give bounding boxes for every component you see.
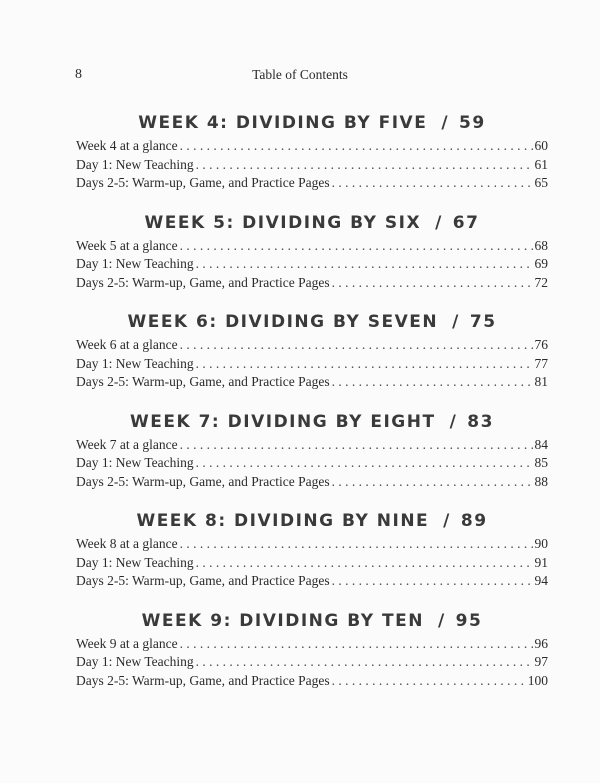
entry-label: Week 5 at a glance [76, 237, 178, 253]
toc-section [76, 309, 548, 409]
dot-leader [196, 156, 533, 175]
entry-label: Days 2-5: Warm-up, Game, and Practice Pages [76, 175, 330, 190]
entry-label: Week 4 at a glance [76, 138, 178, 153]
section-heading [76, 110, 548, 136]
section-heading [76, 608, 548, 634]
toc-entry [76, 653, 548, 672]
dot-leader [196, 255, 533, 274]
section-title: WEEK 8: DIVIDING BY NINE [136, 511, 430, 531]
dot-leader [332, 274, 533, 293]
dot-leader [332, 672, 526, 691]
section-separator: / [441, 113, 450, 133]
dot-leader [196, 653, 533, 672]
toc-entry [76, 572, 548, 591]
section-heading [76, 210, 548, 236]
toc-entry [76, 336, 548, 355]
dot-leader [196, 355, 533, 374]
entry-page-number: 94 [534, 573, 548, 588]
toc-entry [76, 454, 548, 473]
entry-label: Day 1: New Teaching [76, 554, 194, 570]
dot-leader [180, 137, 533, 156]
section-page-number: 75 [469, 312, 497, 332]
table-of-contents [76, 110, 548, 707]
entry-page-number: 65 [534, 175, 548, 190]
toc-entry [76, 373, 548, 392]
entry-label: Days 2-5: Warm-up, Game, and Practice Pages [76, 473, 330, 489]
toc-entry [76, 174, 548, 193]
toc-section [76, 409, 548, 509]
section-page-number: 83 [467, 411, 494, 432]
entry-page-number: 97 [534, 654, 548, 669]
toc-section [76, 508, 548, 608]
entry-label: Days 2-5: Warm-up, Game, and Practice Pages [76, 672, 330, 688]
section-separator: / [449, 411, 458, 432]
entry-page-number: 60 [534, 138, 548, 153]
entry-label: Day 1: New Teaching [76, 355, 194, 371]
entry-page-number: 72 [534, 274, 548, 290]
dot-leader [196, 554, 533, 573]
entry-page-number: 61 [534, 156, 548, 172]
entry-page-number: 88 [534, 473, 548, 489]
section-separator: / [437, 610, 446, 631]
entry-label: Day 1: New Teaching [76, 156, 194, 172]
section-title: WEEK 9: DIVIDING BY TEN [141, 610, 424, 631]
entry-page-number: 90 [534, 536, 548, 551]
toc-entry [76, 137, 548, 156]
section-title: WEEK 6: DIVIDING BY SEVEN [127, 312, 439, 332]
entry-page-number: 96 [534, 635, 548, 651]
entry-page-number: 68 [534, 237, 548, 253]
toc-entry [76, 436, 548, 455]
entry-label: Days 2-5: Warm-up, Game, and Practice Pages [76, 374, 330, 389]
entry-label: Days 2-5: Warm-up, Game, and Practice Pages [76, 573, 330, 588]
entry-label: Week 7 at a glance [76, 436, 178, 452]
section-title: WEEK 5: DIVIDING BY SIX [144, 212, 422, 233]
toc-entry [76, 554, 548, 573]
toc-entry [76, 237, 548, 256]
section-page-number: 89 [460, 511, 488, 531]
toc-entry [76, 473, 548, 492]
dot-leader [332, 572, 533, 591]
entry-label: Day 1: New Teaching [76, 654, 194, 669]
dot-leader [180, 336, 533, 355]
entry-page-number: 76 [534, 337, 548, 352]
section-heading [76, 508, 548, 534]
entry-page-number: 100 [527, 672, 548, 688]
entry-label: Days 2-5: Warm-up, Game, and Practice Pages [76, 274, 330, 290]
section-page-number: 95 [455, 610, 483, 631]
entry-label: Week 8 at a glance [76, 536, 178, 551]
section-page-number: 67 [452, 212, 480, 233]
toc-entry [76, 355, 548, 374]
toc-section [76, 210, 548, 310]
entry-page-number: 91 [534, 554, 548, 570]
dot-leader [332, 473, 533, 492]
entry-label: Week 9 at a glance [76, 635, 178, 651]
toc-entry [76, 156, 548, 175]
section-page-number: 59 [459, 113, 486, 133]
dot-leader [180, 535, 533, 554]
section-separator: / [435, 212, 443, 233]
dot-leader [180, 635, 533, 654]
section-heading [76, 409, 548, 435]
toc-entry [76, 672, 548, 691]
toc-entry [76, 274, 548, 293]
toc-entry [76, 635, 548, 654]
entry-page-number: 84 [534, 436, 548, 452]
toc-entry [76, 255, 548, 274]
entry-label: Day 1: New Teaching [76, 455, 194, 470]
section-separator: / [452, 312, 460, 332]
entry-page-number: 85 [534, 455, 548, 470]
page-number: 8 [75, 67, 82, 82]
dot-leader [332, 174, 533, 193]
entry-page-number: 81 [534, 374, 548, 389]
dot-leader [196, 454, 533, 473]
section-heading [76, 309, 548, 335]
entry-page-number: 69 [534, 256, 548, 271]
dot-leader [180, 436, 533, 455]
running-head: Table of Contents [252, 67, 348, 82]
toc-section [76, 110, 548, 210]
entry-label: Week 6 at a glance [76, 337, 178, 352]
toc-section [76, 608, 548, 708]
section-title: WEEK 7: DIVIDING BY EIGHT [130, 411, 436, 432]
entry-page-number: 77 [534, 355, 548, 371]
dot-leader [332, 373, 533, 392]
toc-entry [76, 535, 548, 554]
dot-leader [180, 237, 533, 256]
section-title: WEEK 4: DIVIDING BY FIVE [138, 113, 428, 133]
section-separator: / [443, 511, 451, 531]
entry-label: Day 1: New Teaching [76, 256, 194, 271]
